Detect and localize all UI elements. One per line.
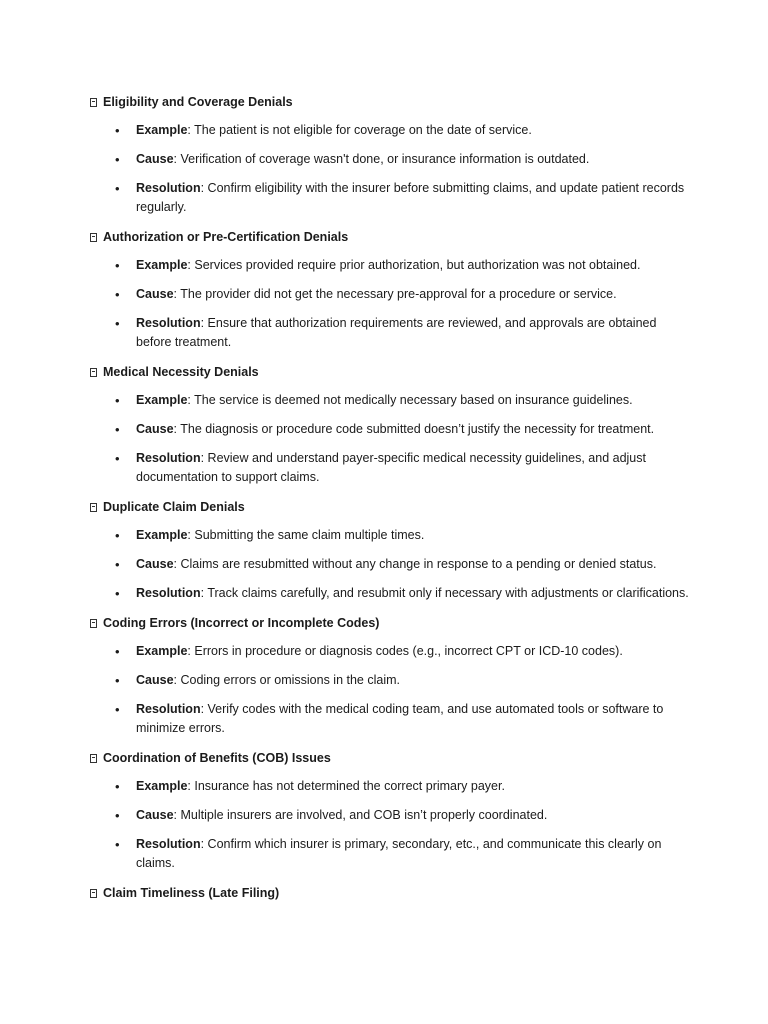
item-text: : Verification of coverage wasn't done, or insurance information is outdated.	[173, 152, 590, 166]
item-label: Resolution	[136, 702, 201, 716]
item-text: : Review and understand payer-specific medical necessity guidelines, and adjust documentation to support claims.	[136, 451, 646, 484]
list-item	[90, 285, 690, 304]
item-label: Example	[136, 528, 188, 542]
list-item	[90, 420, 690, 439]
item-text: : The provider did not get the necessary pre-approval for a procedure or service.	[173, 287, 617, 301]
missing-glyph-icon	[90, 503, 97, 512]
item-label: Cause	[136, 422, 174, 436]
list-item	[90, 449, 690, 487]
section-heading	[90, 748, 690, 768]
bullet-icon: •	[115, 586, 120, 601]
missing-glyph-icon	[90, 233, 97, 242]
list-item	[90, 642, 690, 661]
bullet-icon: •	[115, 422, 120, 437]
item-text: : The service is deemed not medically necessary based on insurance guidelines.	[187, 393, 633, 407]
bullet-icon: •	[115, 258, 120, 273]
section-heading-text: Authorization or Pre-Certification Denials	[103, 230, 349, 244]
bullet-icon: •	[115, 644, 120, 659]
section-heading-text: Medical Necessity Denials	[103, 365, 259, 379]
list-item	[90, 526, 690, 545]
missing-glyph-icon	[90, 754, 97, 763]
item-label: Example	[136, 644, 188, 658]
item-text: : Coding errors or omissions in the claim.	[173, 673, 401, 687]
list-item	[90, 584, 690, 603]
item-label: Resolution	[136, 586, 201, 600]
item-text: : Ensure that authorization requirements are reviewed, and approvals are obtained before treatment.	[136, 316, 657, 349]
item-label: Resolution	[136, 181, 201, 195]
bullet-icon: •	[115, 528, 120, 543]
item-text: : Track claims carefully, and resubmit only if necessary with adjustments or clarifications.	[200, 586, 689, 600]
bullet-icon: •	[115, 451, 120, 466]
section-heading	[90, 362, 690, 382]
section-heading-text: Coordination of Benefits (COB) Issues	[103, 751, 331, 765]
bullet-icon: •	[115, 808, 120, 823]
item-label: Example	[136, 258, 188, 272]
item-label: Resolution	[136, 316, 201, 330]
item-text: : Claims are resubmitted without any change in response to a pending or denied status.	[173, 557, 657, 571]
list-item	[90, 391, 690, 410]
item-text: : The patient is not eligible for coverage on the date of service.	[187, 123, 532, 137]
item-text: : Services provided require prior authorization, but authorization was not obtained.	[187, 258, 641, 272]
item-label: Example	[136, 393, 188, 407]
section-heading	[90, 497, 690, 517]
section-heading-text: Eligibility and Coverage Denials	[103, 95, 293, 109]
bullet-icon: •	[115, 557, 120, 572]
list-item	[90, 555, 690, 574]
item-text: : Verify codes with the medical coding team, and use automated tools or software to minimize errors.	[136, 702, 664, 735]
item-label: Cause	[136, 557, 174, 571]
bullet-icon: •	[115, 316, 120, 331]
list-item	[90, 806, 690, 825]
bullet-icon: •	[115, 779, 120, 794]
list-item	[90, 835, 690, 873]
bullet-icon: •	[115, 702, 120, 717]
list-item	[90, 179, 690, 217]
bullet-icon: •	[115, 287, 120, 302]
section-heading-text: Duplicate Claim Denials	[103, 500, 245, 514]
bullet-icon: •	[115, 393, 120, 408]
section-heading-text: Claim Timeliness (Late Filing)	[103, 886, 280, 900]
document-body	[90, 92, 690, 912]
item-text: : Confirm eligibility with the insurer before submitting claims, and update patient records regularly.	[136, 181, 685, 214]
section-heading	[90, 227, 690, 247]
item-label: Resolution	[136, 837, 201, 851]
list-item	[90, 671, 690, 690]
item-text: : Multiple insurers are involved, and COB isn’t properly coordinated.	[173, 808, 548, 822]
section-heading-text: Coding Errors (Incorrect or Incomplete Codes)	[103, 616, 380, 630]
list-item	[90, 314, 690, 352]
list-item	[90, 256, 690, 275]
item-label: Resolution	[136, 451, 201, 465]
section-item-list	[90, 642, 690, 738]
item-label: Example	[136, 779, 188, 793]
item-label: Cause	[136, 808, 174, 822]
item-label: Cause	[136, 673, 174, 687]
item-label: Cause	[136, 152, 174, 166]
bullet-icon: •	[115, 152, 120, 167]
bullet-icon: •	[115, 181, 120, 196]
bullet-icon: •	[115, 837, 120, 852]
list-item	[90, 777, 690, 796]
item-text: : Insurance has not determined the correct primary payer.	[187, 779, 505, 793]
missing-glyph-icon	[90, 98, 97, 107]
missing-glyph-icon	[90, 889, 97, 898]
section-item-list	[90, 256, 690, 352]
bullet-icon: •	[115, 123, 120, 138]
section-item-list	[90, 777, 690, 873]
item-text: : The diagnosis or procedure code submitted doesn’t justify the necessity for treatment.	[173, 422, 655, 436]
item-label: Cause	[136, 287, 174, 301]
missing-glyph-icon	[90, 619, 97, 628]
list-item	[90, 121, 690, 140]
item-text: : Submitting the same claim multiple times.	[187, 528, 425, 542]
section-item-list	[90, 391, 690, 487]
item-text: : Confirm which insurer is primary, secondary, etc., and communicate this clearly on claims.	[136, 837, 662, 870]
item-text: : Errors in procedure or diagnosis codes (e.g., incorrect CPT or ICD-10 codes).	[187, 644, 623, 658]
list-item	[90, 700, 690, 738]
section-heading	[90, 92, 690, 112]
missing-glyph-icon	[90, 368, 97, 377]
bullet-icon: •	[115, 673, 120, 688]
section-heading	[90, 613, 690, 633]
list-item	[90, 150, 690, 169]
section-item-list	[90, 121, 690, 217]
section-item-list	[90, 526, 690, 603]
section-heading	[90, 883, 690, 903]
item-label: Example	[136, 123, 188, 137]
